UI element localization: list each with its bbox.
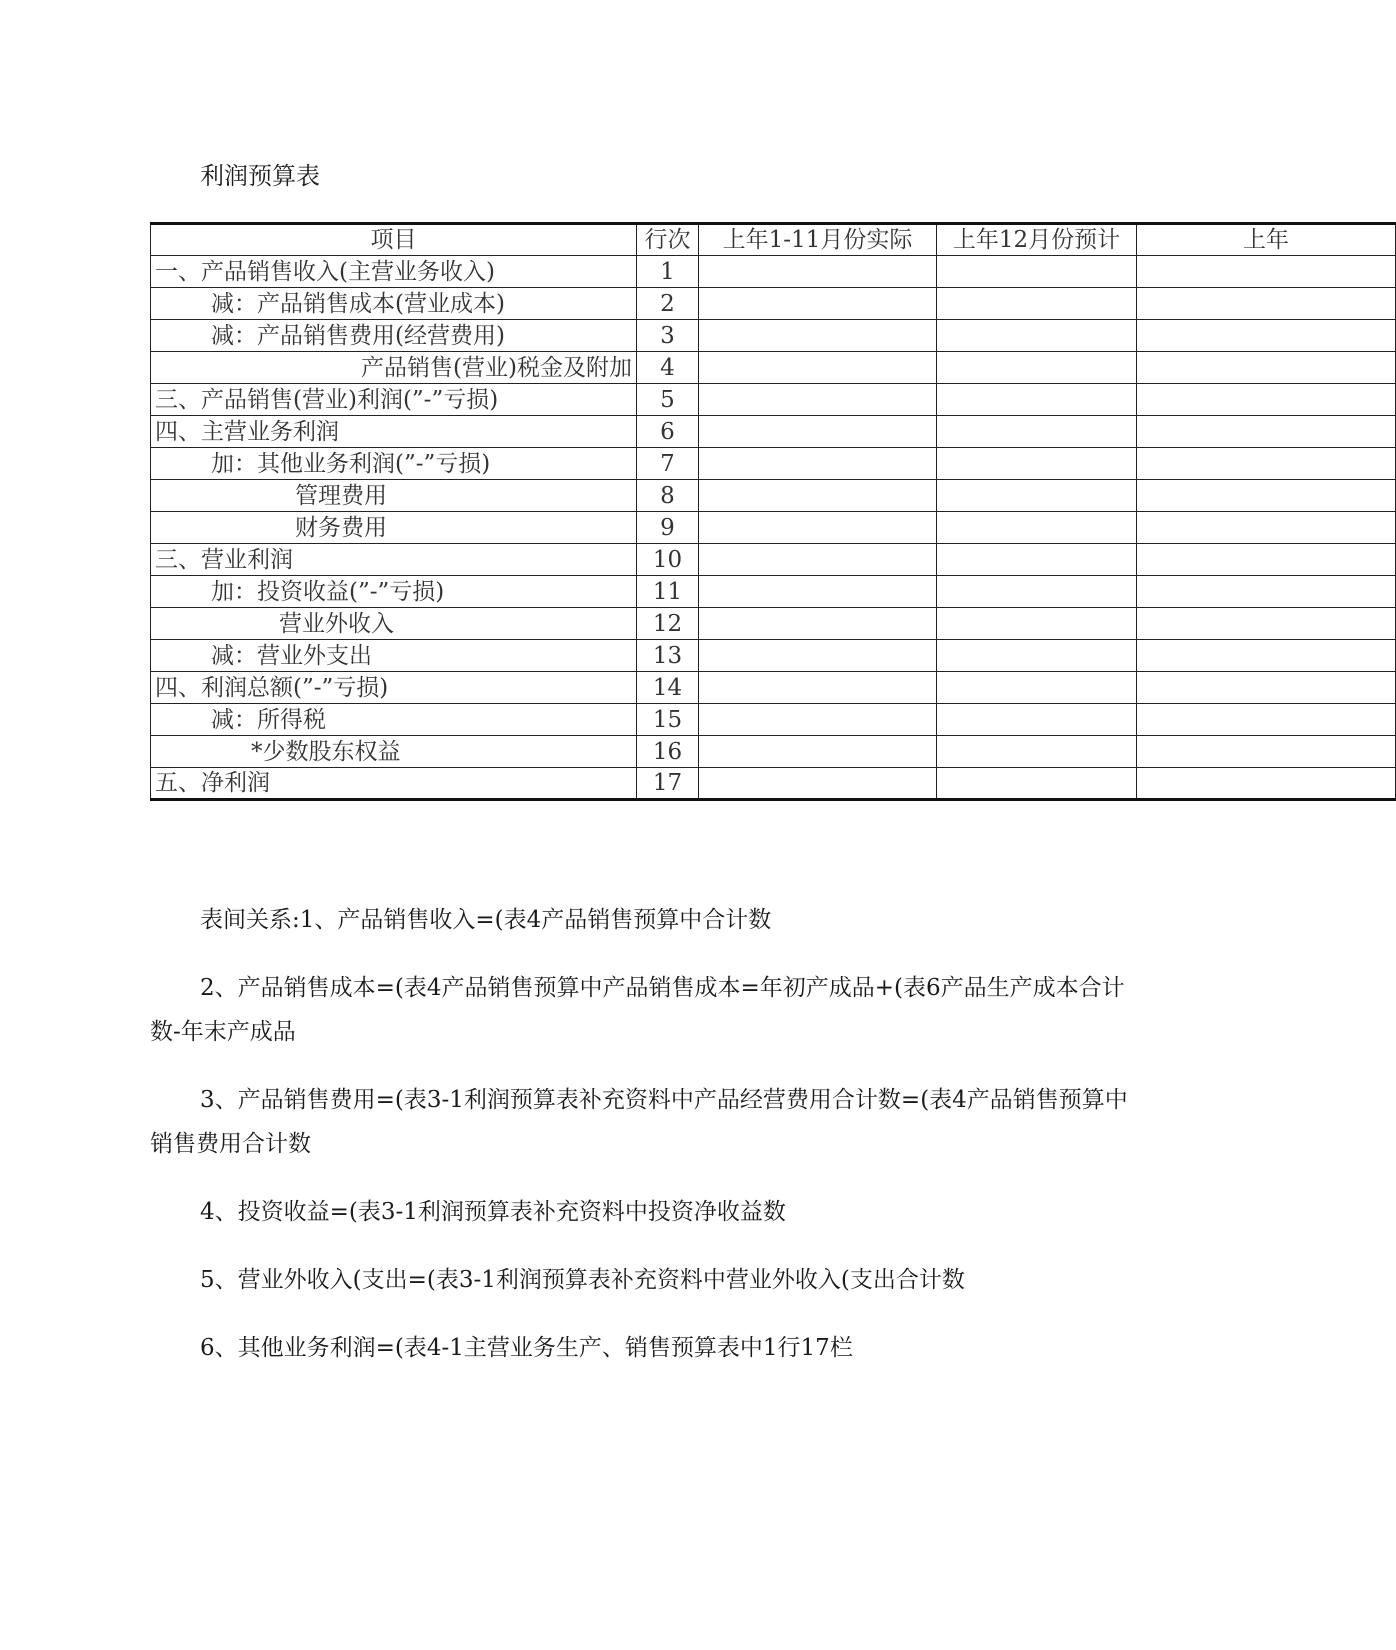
actual-jan-nov-cell [699,256,937,288]
row-line-number: 3 [637,320,699,352]
row-line-number: 5 [637,384,699,416]
prev-year-cell [1137,352,1396,384]
notes-section [150,898,1130,1394]
forecast-dec-cell [937,736,1137,768]
actual-jan-nov-cell [699,576,937,608]
row-item-label: 减：营业外支出 [151,640,637,672]
actual-jan-nov-cell [699,640,937,672]
header-actual-jan-nov: 上年1-11月份实际 [699,224,937,256]
table-row [151,352,1396,384]
note-paragraph: 表间关系:1、产品销售收入=(表4产品销售预算中合计数 [200,907,772,933]
table-row [151,416,1396,448]
row-item-label: 加：其他业务利润(”-”亏损) [151,448,637,480]
row-item-label: 减：所得税 [151,704,637,736]
table-row [151,672,1396,704]
row-item-label: 加：投资收益(”-”亏损) [151,576,637,608]
note-paragraph: 5、营业外收入(支出=(表3-1利润预算表补充资料中营业外收入(支出合计数 [200,1267,965,1293]
forecast-dec-cell [937,544,1137,576]
note-paragraph: 3、产品销售费用=(表3-1利润预算表补充资料中产品经营费用合计数=(表4产品销售预算中销售费用合计数 [150,1087,1128,1157]
actual-jan-nov-cell [699,704,937,736]
forecast-dec-cell [937,256,1137,288]
table-row [151,448,1396,480]
row-line-number: 13 [637,640,699,672]
table-row [151,640,1396,672]
forecast-dec-cell [937,416,1137,448]
prev-year-cell [1137,576,1396,608]
table-header-row [151,224,1396,256]
forecast-dec-cell [937,704,1137,736]
actual-jan-nov-cell [699,384,937,416]
header-item: 项目 [151,224,637,256]
actual-jan-nov-cell [699,320,937,352]
row-line-number: 12 [637,608,699,640]
table-row [151,480,1396,512]
actual-jan-nov-cell [699,544,937,576]
note-paragraph: 2、产品销售成本=(表4产品销售预算中产品销售成本=年初产成品+(表6产品生产成本合计数-年末产成品 [150,975,1125,1045]
prev-year-cell [1137,640,1396,672]
row-item-label: *少数股东权益 [151,736,637,768]
table-row [151,544,1396,576]
actual-jan-nov-cell [699,736,937,768]
note-paragraph: 6、其他业务利润=(表4-1主营业务生产、销售预算表中1行17栏 [200,1335,853,1361]
table-row [151,704,1396,736]
forecast-dec-cell [937,352,1137,384]
prev-year-cell [1137,288,1396,320]
table-row [151,384,1396,416]
row-item-label: 三、产品销售(营业)利润(”-”亏损) [151,384,637,416]
row-line-number: 6 [637,416,699,448]
header-forecast-dec: 上年12月份预计 [937,224,1137,256]
row-line-number: 9 [637,512,699,544]
prev-year-cell [1137,672,1396,704]
table-row [151,512,1396,544]
table-row [151,608,1396,640]
row-item-label: 营业外收入 [151,608,637,640]
table-row [151,320,1396,352]
row-line-number: 8 [637,480,699,512]
prev-year-cell [1137,704,1396,736]
prev-year-cell [1137,544,1396,576]
forecast-dec-cell [937,384,1137,416]
row-line-number: 11 [637,576,699,608]
prev-year-cell [1137,480,1396,512]
row-line-number: 1 [637,256,699,288]
actual-jan-nov-cell [699,352,937,384]
row-line-number: 4 [637,352,699,384]
prev-year-cell [1137,416,1396,448]
row-item-label: 管理费用 [151,480,637,512]
row-line-number: 2 [637,288,699,320]
row-item-label: 三、营业利润 [151,544,637,576]
forecast-dec-cell [937,640,1137,672]
row-line-number: 10 [637,544,699,576]
forecast-dec-cell [937,576,1137,608]
row-item-label: 财务费用 [151,512,637,544]
table-row [151,768,1396,800]
row-line-number: 17 [637,768,699,800]
row-line-number: 16 [637,736,699,768]
table-row [151,736,1396,768]
prev-year-cell [1137,608,1396,640]
prev-year-cell [1137,448,1396,480]
actual-jan-nov-cell [699,512,937,544]
forecast-dec-cell [937,288,1137,320]
row-line-number: 14 [637,672,699,704]
forecast-dec-cell [937,672,1137,704]
forecast-dec-cell [937,320,1137,352]
row-item-label: 产品销售(营业)税金及附加 [151,352,637,384]
header-line-no: 行次 [637,224,699,256]
actual-jan-nov-cell [699,448,937,480]
table-row [151,256,1396,288]
prev-year-cell [1137,384,1396,416]
forecast-dec-cell [937,448,1137,480]
prev-year-cell [1137,768,1396,800]
actual-jan-nov-cell [699,768,937,800]
table-row [151,576,1396,608]
actual-jan-nov-cell [699,608,937,640]
profit-budget-table-container [150,222,1289,838]
actual-jan-nov-cell [699,480,937,512]
forecast-dec-cell [937,608,1137,640]
row-item-label: 五、净利润 [151,768,637,800]
row-line-number: 7 [637,448,699,480]
prev-year-cell [1137,320,1396,352]
actual-jan-nov-cell [699,288,937,320]
table-body [151,256,1396,800]
row-item-label: 减：产品销售成本(营业成本) [151,288,637,320]
row-item-label: 四、主营业务利润 [151,416,637,448]
table-row [151,288,1396,320]
actual-jan-nov-cell [699,416,937,448]
forecast-dec-cell [937,512,1137,544]
forecast-dec-cell [937,768,1137,800]
header-prev-year: 上年 [1137,224,1396,256]
note-paragraph: 4、投资收益=(表3-1利润预算表补充资料中投资净收益数 [200,1199,786,1225]
prev-year-cell [1137,736,1396,768]
row-line-number: 15 [637,704,699,736]
row-item-label: 一、产品销售收入(主营业务收入) [151,256,637,288]
row-item-label: 四、利润总额(”-”亏损) [151,672,637,704]
prev-year-cell [1137,256,1396,288]
document-title: 利润预算表 [200,162,320,190]
row-item-label: 减：产品销售费用(经营费用) [151,320,637,352]
forecast-dec-cell [937,480,1137,512]
actual-jan-nov-cell [699,672,937,704]
profit-budget-table [150,222,1396,801]
prev-year-cell [1137,512,1396,544]
